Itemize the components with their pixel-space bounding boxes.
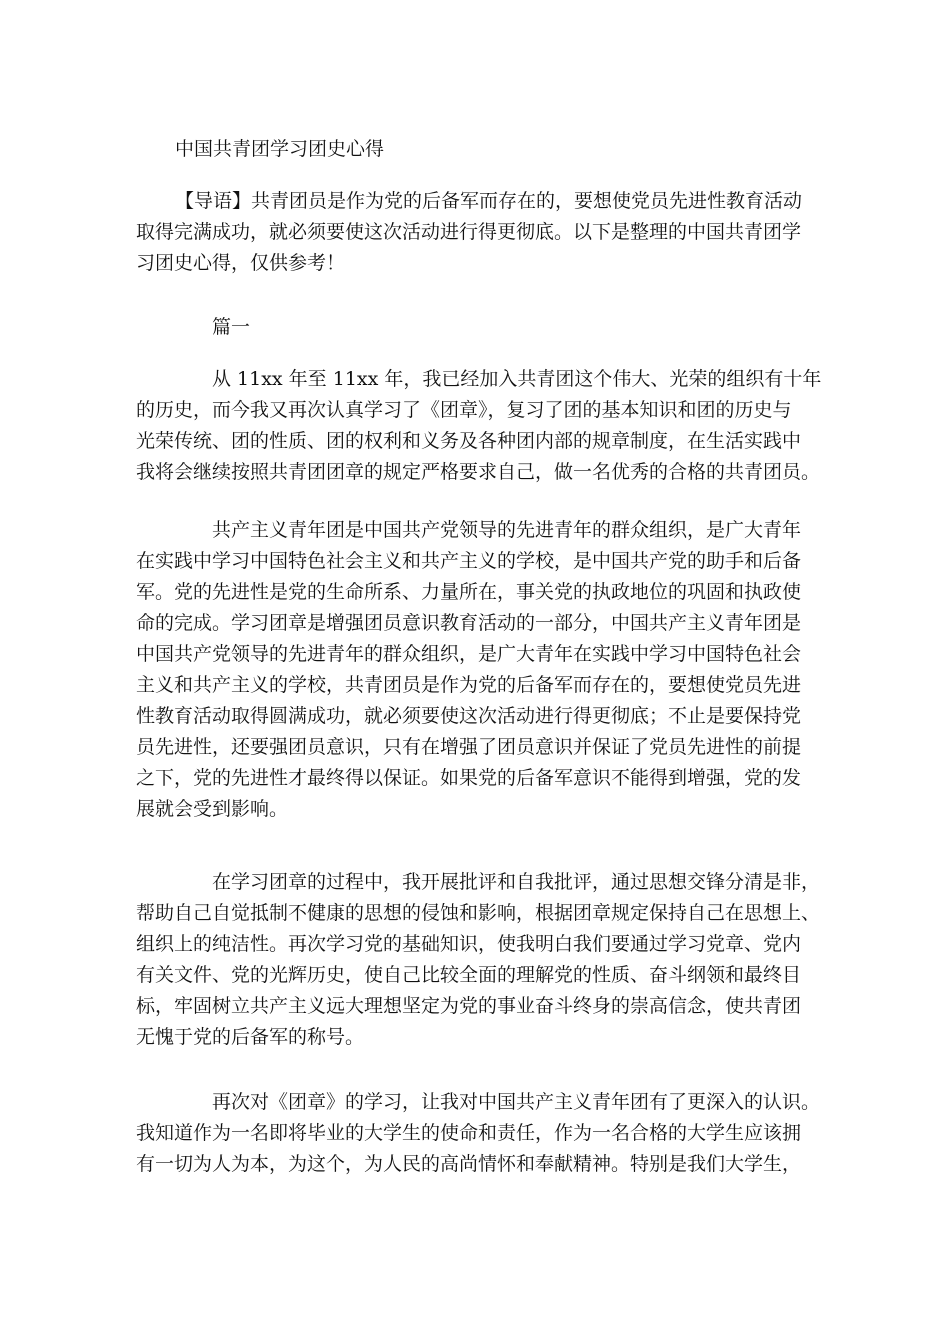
paragraph-line: 我知道作为一名即将毕业的大学生的使命和责任，作为一名合格的大学生应该拥 [136,1122,802,1144]
paragraph-line: 主义和共产主义的学校，共青团员是作为党的后备军而存在的，要想使党员先进 [136,674,802,696]
paragraph-line: 展就会受到影响。 [136,798,289,820]
paragraph-line: 性教育活动取得圆满成功，就必须要使这次活动进行得更彻底；不止是要保持党 [136,705,802,727]
section-heading: 篇一 [212,316,251,338]
paragraph-line: 我将会继续按照共青团团章的规定严格要求自己，做一名优秀的合格的共青团员。 [136,461,821,483]
intro-line: 【导语】共青团员是作为党的后备军而存在的，要想使党员先进性教育活动 [175,190,803,212]
paragraph-line: 组织上的纯洁性。再次学习党的基础知识，使我明白我们要通过学习党章、党内 [136,933,802,955]
paragraph-line: 在实践中学习中国特色社会主义和共产主义的学校，是中国共产党的助手和后备 [136,550,802,572]
body-paragraph-2 [136,515,822,825]
intro-line: 习团史心得，仅供参考！ [136,252,346,274]
paragraph-line: 中国共产党领导的先进青年的群众组织，是广大青年在实践中学习中国特色社会 [136,643,802,665]
body-paragraph-1 [136,364,822,488]
paragraph-line: 共产主义青年团是中国共产党领导的先进青年的群众组织，是广大青年 [212,519,802,541]
paragraph-line: 在学习团章的过程中，我开展批评和自我批评，通过思想交锋分清是非， [212,871,821,893]
paragraph-line: 之下，党的先进性才最终得以保证。如果党的后备军意识不能得到增强，党的发 [136,767,802,789]
paragraph-line: 的历史，而今我又再次认真学习了《团章》，复习了团的基本知识和团的历史与 [136,399,792,421]
paragraph-line: 光荣传统、团的性质、团的权利和义务及各种团内部的规章制度，在生活实践中 [136,430,802,452]
paragraph-line: 有一切为人为本，为这个，为人民的高尚情怀和奉献精神。特别是我们大学生， [136,1153,802,1175]
paragraph-line: 有关文件、党的光辉历史，使自己比较全面的理解党的性质、奋斗纲领和最终目 [136,964,802,986]
paragraph-line: 无愧于党的后备军的称号。 [136,1026,365,1048]
paragraph-line: 再次对《团章》的学习，让我对中国共产主义青年团有了更深入的认识。 [212,1091,821,1113]
body-paragraph-4 [136,1087,822,1180]
document-title: 中国共青团学习团史心得 [175,138,385,160]
body-paragraph-3 [136,867,822,1053]
paragraph-line: 员先进性，还要强团员意识，只有在增强了团员意识并保证了党员先进性的前提 [136,736,802,758]
intro-paragraph [136,186,822,279]
paragraph-line: 帮助自己自觉抵制不健康的思想的侵蚀和影响，根据团章规定保持自己在思想上、 [136,902,821,924]
paragraph-line: 命的完成。学习团章是增强团员意识教育活动的一部分，中国共产主义青年团是 [136,612,802,634]
intro-line: 取得完满成功，就必须要使这次活动进行得更彻底。以下是整理的中国共青团学 [136,221,802,243]
paragraph-line: 标，牢固树立共产主义远大理想坚定为党的事业奋斗终身的崇高信念，使共青团 [136,995,802,1017]
paragraph-line: 军。党的先进性是党的生命所系、力量所在，事关党的执政地位的巩固和执政使 [136,581,802,603]
paragraph-line: 从 11xx 年至 11xx 年，我已经加入共青团这个伟大、光荣的组织有十年 [212,368,822,390]
